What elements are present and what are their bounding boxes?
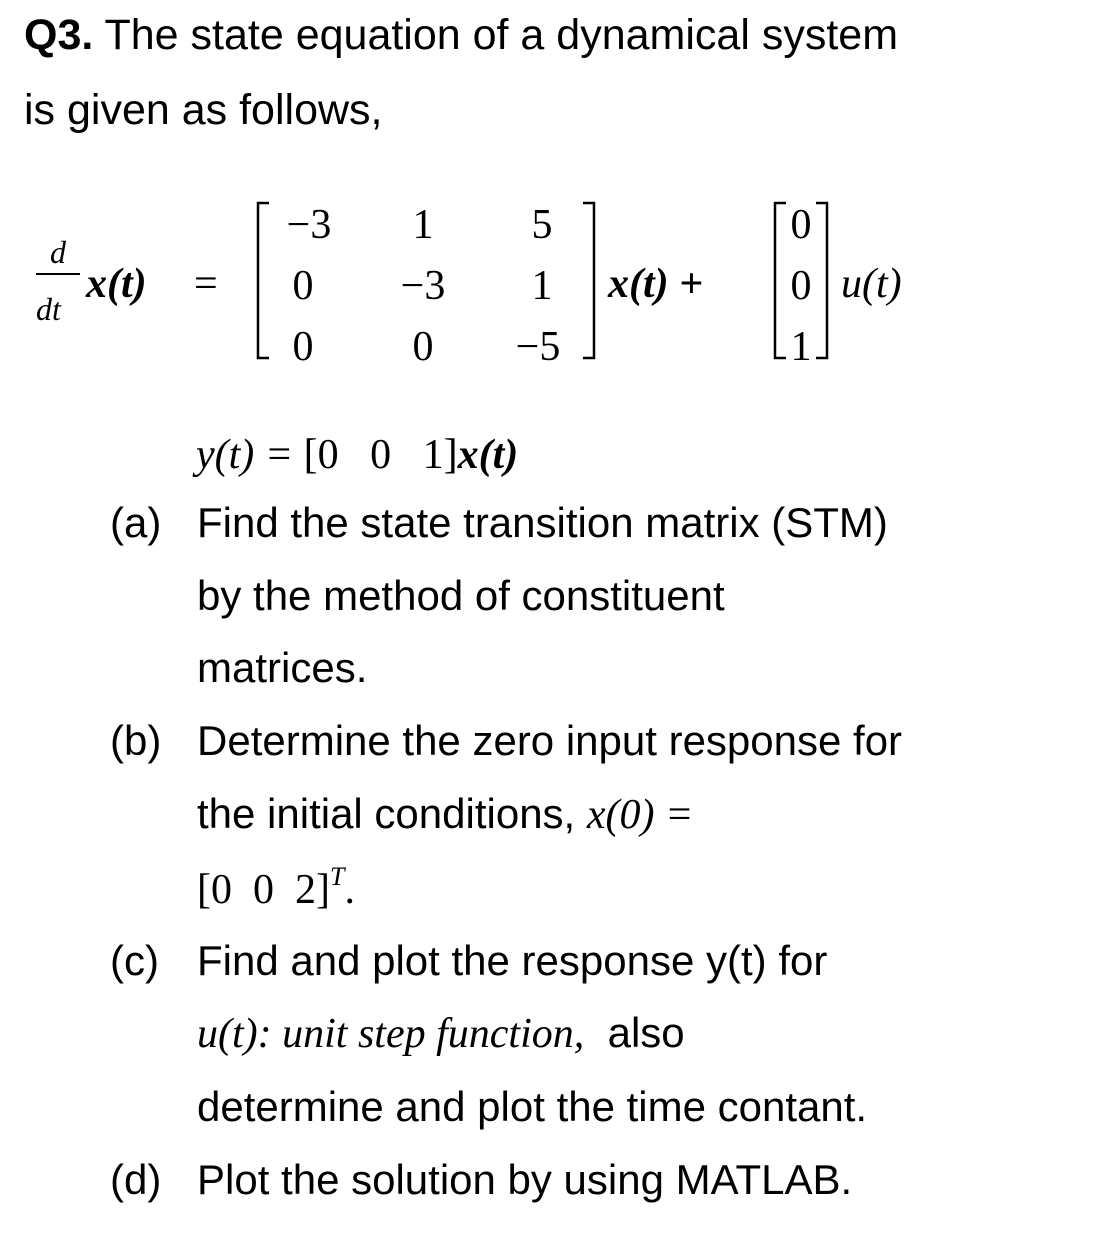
matrix-a-cell: 5 — [531, 202, 553, 248]
part-a-line: Find the state transition matrix (STM) — [197, 499, 888, 546]
state-vector-lhs: x(t) — [86, 261, 147, 307]
derivative-denominator: dt — [36, 291, 61, 327]
part-b-line — [197, 790, 694, 838]
matrix-a-cell: 1 — [531, 263, 553, 309]
matrix-b-cell: 0 — [790, 202, 812, 248]
matrix-a-cell: 0 — [412, 324, 434, 370]
step-input-math: u(t): unit step function, — [197, 1011, 585, 1057]
transpose-sup: T — [329, 862, 345, 891]
matrix-b-cell: 0 — [790, 263, 812, 309]
initial-condition-math: x(0) = — [586, 792, 694, 838]
equals-sign: = — [194, 261, 218, 307]
output-state-vector: x(t) — [457, 432, 519, 478]
initial-condition — [587, 792, 693, 838]
part-d-label: (d) — [110, 1156, 162, 1203]
part-a-label: (a) — [110, 499, 162, 546]
matrix-b-cell: 1 — [790, 324, 812, 370]
part-b-line — [197, 864, 355, 911]
matrix-a-cell: −5 — [515, 324, 561, 370]
question-intro-line2: is given as follows, — [24, 86, 383, 134]
state-vector-term: x(t) + — [608, 261, 704, 307]
matrix-a-cell: −3 — [286, 202, 332, 248]
state-vector-rhs — [608, 263, 703, 305]
matrix-a-cell: 0 — [292, 263, 314, 309]
input-term: u(t) — [841, 261, 902, 307]
matrix-a-cell: 1 — [412, 202, 434, 248]
part-d-line: Plot the solution by using MATLAB. — [197, 1156, 853, 1203]
output-lhs: y(t) = — [196, 432, 304, 478]
matrix-a-cell: 0 — [292, 324, 314, 370]
part-a-line: matrices. — [197, 644, 368, 691]
part-b-line: Determine the zero input response for — [197, 717, 903, 764]
part-a-line: by the method of constituent — [197, 572, 725, 619]
part-b-text: the initial conditions, — [197, 790, 587, 837]
part-c-text: also — [584, 1009, 685, 1056]
part-c-line: Find and plot the response y(t) for — [197, 937, 828, 984]
derivative-numerator: d — [50, 234, 66, 270]
matrix-a-cell: −3 — [400, 263, 446, 309]
output-equation — [196, 434, 518, 476]
question-intro-line1: The state equation of a dynamical system — [93, 11, 899, 59]
part-b-label: (b) — [110, 717, 162, 764]
question-number: Q3. — [24, 11, 94, 59]
initial-vector: [0 0 2] — [197, 867, 330, 913]
part-c-line: determine and plot the time contant. — [197, 1083, 868, 1130]
period: . — [344, 867, 355, 913]
part-c-label: (c) — [110, 937, 159, 984]
part-c-line — [197, 1009, 685, 1057]
output-row-vector: [0 0 1] — [303, 432, 458, 478]
